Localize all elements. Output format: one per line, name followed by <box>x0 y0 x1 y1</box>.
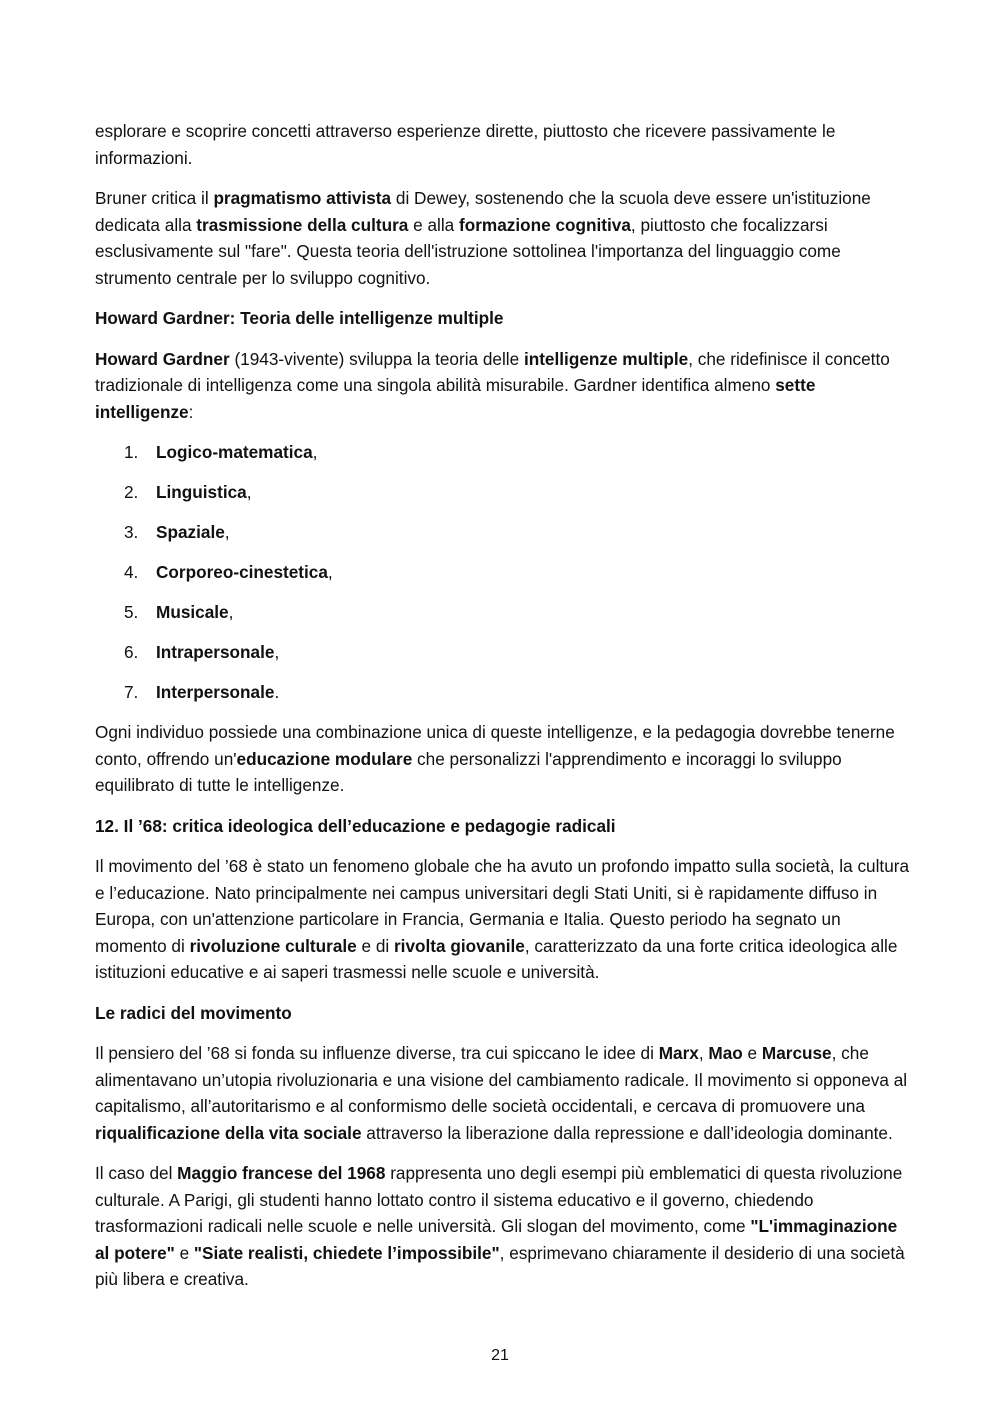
list-item: 6. Intrapersonale, <box>124 642 280 662</box>
paragraph-maggio-francese: Il caso del Maggio francese del 1968 rappresenta uno degli esempi più emblematici di questa rivoluzione culturale. A Parigi, gli studenti hanno lottato contro il sistema educativo e il governo, chiedendo trasformazioni radicali nelle scuole e nelle università. Gli slogan del movimento, come "L'immaginazione al potere" e "Siate realisti, chiedete l’impossibile", esprimevano chiaramente il desiderio di una società più libera e creativa. <box>95 1163 905 1289</box>
document-page <box>95 118 910 1307</box>
page-number: 21 <box>491 1347 509 1364</box>
heading-section-12: 12. Il ’68: critica ideologica dell’educazione e pedagogie radicali <box>95 815 616 836</box>
paragraph-discovery-learning: esplorare e scoprire concetti attraverso esperienze dirette, piuttosto che ricevere passivamente le informazioni. <box>95 121 836 168</box>
list-item: 7. Interpersonale. <box>124 682 280 702</box>
heading-radici: Le radici del movimento <box>95 1002 292 1023</box>
list-item: 5. Musicale, <box>124 602 234 622</box>
list-item: 4. Corporeo-cinestetica, <box>124 562 333 582</box>
paragraph-gardner-intro: Howard Gardner (1943-vivente) sviluppa la teoria delle intelligenze multiple, che ridefinisce il concetto tradizionale di intelligenza come una singola abilità misurabile. Gardner identifica almeno sette intelligenze: <box>95 348 890 422</box>
heading-gardner: Howard Gardner: Teoria delle intelligenze multiple <box>95 308 504 328</box>
list-item: 3. Spaziale, <box>124 522 230 542</box>
paragraph-individual-combination: Ogni individuo possiede una combinazione unica di queste intelligenze, e la pedagogia dovrebbe tenerne conto, offrendo un'educazione modulare che personalizzi l'apprendimento e incoraggi lo sviluppo equilibrato di tutte le intelligenze. <box>95 722 895 795</box>
paragraph-bruner-critique: Bruner critica il pragmatismo attivista di Dewey, sostenendo che la scuola deve essere un'istituzione dedicata alla trasmissione della cultura e alla formazione cognitiva, piuttosto che focalizzarsi esclusivamente sul "fare". Questa teoria dell'istruzione sottolinea l'importanza del linguaggio come strumento centrale per lo sviluppo cognitivo. <box>95 188 871 288</box>
paragraph-68-movement: Il movimento del ’68 è stato un fenomeno globale che ha avuto un profondo impatto sulla società, la cultura e l’educazione. Nato principalmente nei campus universitari degli Stati Uniti, si è rapidamente diffuso in Europa, con un'attenzione particolare in Francia, Germania e Italia. Questo periodo ha segnato un momento di rivoluzione culturale e di rivolta giovanile, caratterizzato da una forte critica ideologica alle istituzioni educative e ai saperi trasmessi nelle scuole e università. <box>95 856 910 982</box>
list-item: 1. Logico-matematica, <box>124 442 318 462</box>
paragraph-radici: Il pensiero del ’68 si fonda su influenze diverse, tra cui spiccano le idee di Marx, Mao e Marcuse, che alimentavano un’utopia rivoluzionaria e una visione del cambiamento radicale. Il movimento si opponeva al capitalismo, all’autoritarismo e al conformismo delle società occidentali, e cercava di promuovere una riqualificazione della vita sociale attraverso la liberazione dalla repressione e dall’ideologia dominante. <box>95 1043 908 1143</box>
intelligences-list <box>95 439 910 705</box>
list-item: 2. Linguistica, <box>124 482 252 502</box>
